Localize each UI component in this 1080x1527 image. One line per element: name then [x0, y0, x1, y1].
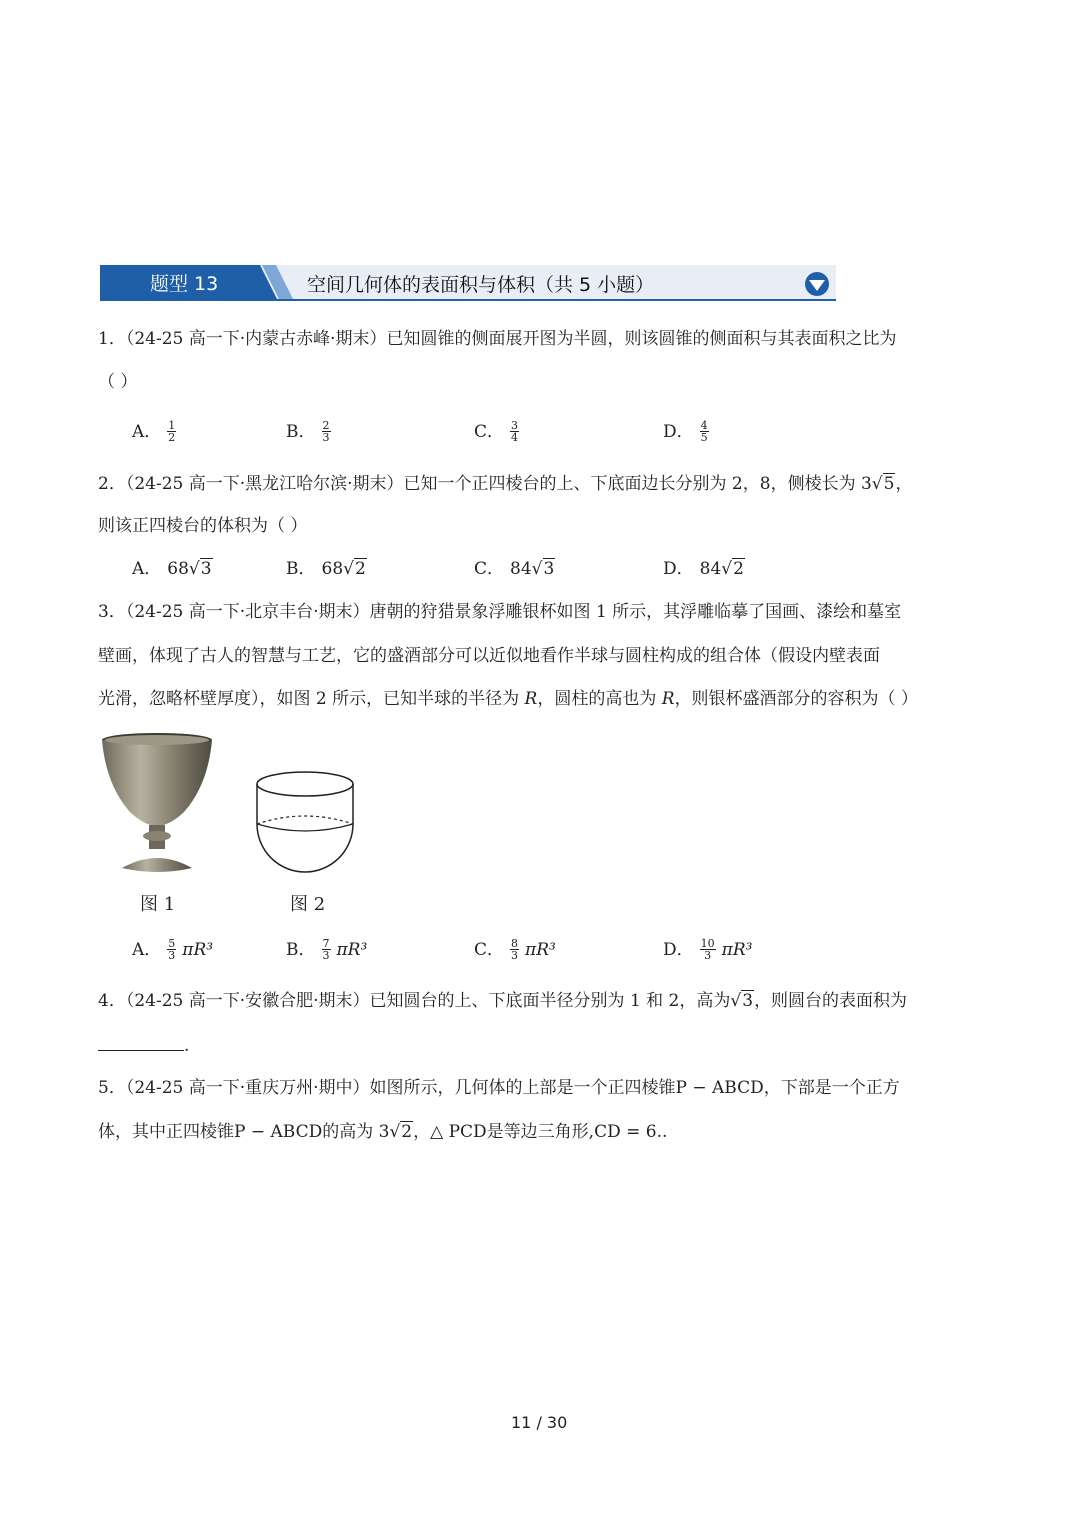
q2-option-a: A． 68√3	[132, 559, 212, 579]
q1-option-a: A． $\frac{1}{2}$	[132, 419, 176, 444]
section-title: 空间几何体的表面积与体积（共 5 小题）	[307, 274, 655, 296]
question-3-text-line2: 壁画，体现了古人的智慧与工艺，它的盛酒部分可以近似地看作半球与圆柱构成的组合体（假设内壁表面	[98, 646, 880, 666]
question-3-text-line3: 光滑，忽略杯壁厚度），如图 2 所示，已知半球的半径为 R，圆柱的高也为 R，则银杯盛酒部分的容积为（ ）	[98, 689, 918, 709]
cylinder-hemisphere-figure	[252, 768, 358, 880]
question-type-label: 题型 13	[150, 273, 219, 295]
q2-option-b: B． 68√2	[286, 559, 366, 579]
q2-option-d: D． 84√2	[663, 559, 744, 579]
question-2-text-line2: 则该正四棱台的体积为（ ）	[98, 516, 308, 536]
question-1-bracket: （ ）	[98, 372, 138, 392]
q3-option-d: D． $\frac{10}{3}$ πR³	[663, 937, 753, 962]
figure-2-caption: 图 2	[290, 894, 326, 915]
question-5-text: 5．（24-25 高一下·重庆万州·期中）如图所示，几何体的上部是一个正四棱锥P − ABCD，下部是一个正方	[98, 1078, 900, 1098]
silver-cup-photo	[100, 730, 214, 876]
q1-option-d: D． $\frac{4}{5}$	[663, 419, 708, 444]
q3-option-a: A． $\frac{5}{3}$ πR³	[132, 937, 214, 962]
answer-blank-line	[98, 1034, 184, 1051]
section-banner	[100, 265, 836, 301]
question-4-text: 4．（24-25 高一下·安徽合肥·期末）已知圆台的上、下底面半径分别为 1 和 2，高为√3，则圆台的表面积为	[98, 991, 908, 1011]
q1-option-b: B． $\frac{2}{3}$	[286, 419, 330, 444]
q3-option-c: C． $\frac{8}{3}$ πR³	[474, 937, 556, 962]
page-number: 11 / 30	[511, 1413, 568, 1432]
question-3-text: 3．（24-25 高一下·北京丰台·期末）唐朝的狩猎景象浮雕银杯如图 1 所示，其浮雕临摹了国画、漆绘和墓室	[98, 602, 902, 622]
q2-option-c: C． 84√3	[474, 559, 555, 579]
question-1-text: 1．（24-25 高一下·内蒙古赤峰·期末）已知圆锥的侧面展开图为半圆，则该圆锥的侧面积与其表面积之比为	[98, 329, 897, 349]
figure-1-caption: 图 1	[140, 894, 176, 915]
question-2-text: 2．（24-25 高一下·黑龙江哈尔滨·期末）已知一个正四棱台的上、下底面边长分别为 2，8，侧棱长为 3√5，	[98, 474, 913, 494]
q3-option-b: B． $\frac{7}{3}$ πR³	[286, 937, 368, 962]
question-5-text-line2: 体，其中正四棱锥P − ABCD的高为 3√2，△ PCD是等边三角形,CD = 6..	[98, 1122, 668, 1142]
question-4-blank: .	[98, 1034, 189, 1057]
q1-option-c: C． $\frac{3}{4}$	[474, 419, 519, 444]
